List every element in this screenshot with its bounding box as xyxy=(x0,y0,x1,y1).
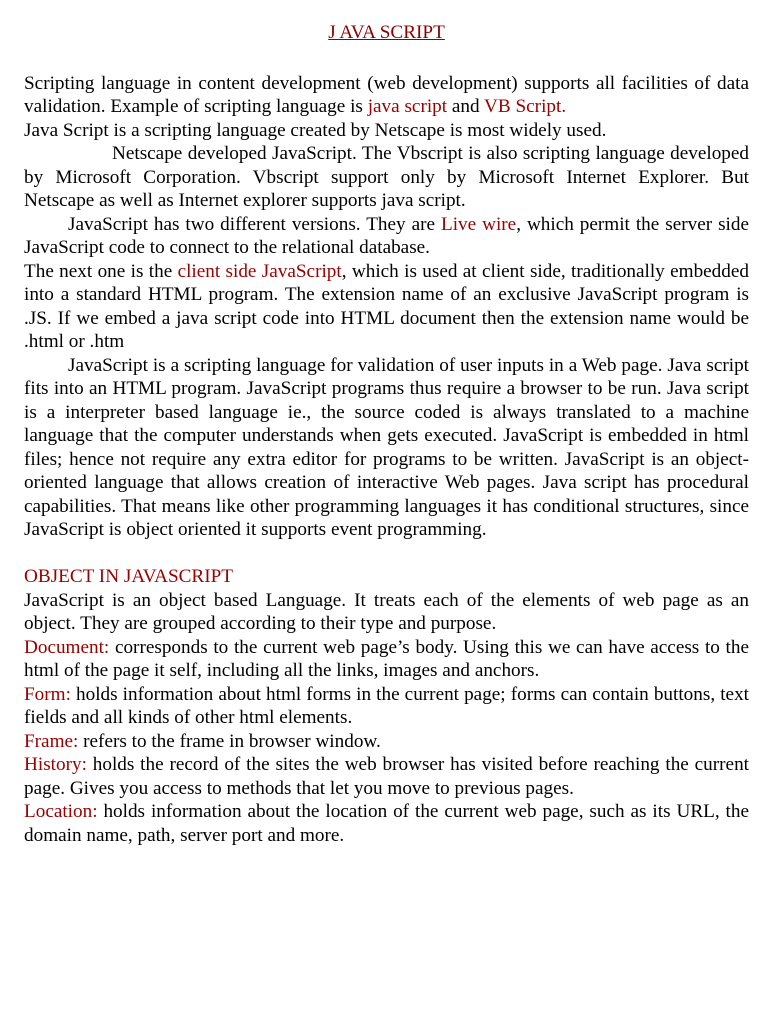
paragraph-netscape: Java Script is a scripting language created by Netscape is most widely used. xyxy=(24,119,607,141)
page-title: J AVA SCRIPT xyxy=(328,22,445,43)
term-frame: Frame: xyxy=(24,730,79,752)
paragraph-versions xyxy=(24,213,749,260)
definition-form xyxy=(24,683,749,730)
definition-text: holds information about the location of the current web page, such as its URL, the domain name, path, server port and more. xyxy=(24,801,749,846)
term-location: Location: xyxy=(24,801,98,822)
client-text-2: , which is used at client side, traditionally embedded into a standard HTML program. The extension name of an exclusive JavaScript program is .JS. If we embed a java script code into HTML document then the extension name would be .html or .htm xyxy=(24,260,749,352)
versions-text: JavaScript has two different versions. They are xyxy=(68,213,441,235)
highlight-vb-script: VB Script. xyxy=(484,96,567,117)
term-history: History: xyxy=(24,754,87,775)
paragraph-intro xyxy=(24,72,749,119)
definition-frame xyxy=(24,730,749,754)
paragraph-object-based: JavaScript is an object based Language. It treats each of the elements of web page as an object. They are grouped according to their type and purpose. xyxy=(24,589,749,634)
definition-text: holds information about html forms in the current page; forms can contain buttons, text fields and all kinds of other html elements. xyxy=(24,683,749,728)
intro-text-and: and xyxy=(447,96,485,117)
highlight-live-wire: Live wire xyxy=(440,213,517,235)
highlight-client-side: client side JavaScript xyxy=(177,260,342,282)
definition-document xyxy=(24,636,749,683)
versions-text-2: , which permit the server side JavaScript code to connect to the relational database. xyxy=(24,213,749,258)
definition-location xyxy=(24,800,749,847)
section-heading-objects: OBJECT IN JAVASCRIPT xyxy=(24,566,233,587)
definition-text: corresponds to the current web page’s body. Using this we can have access to the html of the page it self, including all the links, images and anchors. xyxy=(24,636,749,681)
definition-history xyxy=(24,753,749,800)
paragraph-validation: JavaScript is a scripting language for validation of user inputs in a Web page. Java script fits into an HTML program. JavaScript programs thus require a browser to be run. Java script is a interpreter based language ie., the source coded is always translated to a machine language that the computer understands when gets executed. JavaScript is embedded in html files; hence not require any extra editor for programs to be written. JavaScript is an object-oriented language that allows creation of interactive Web pages. Java script has procedural capabilities. That means like other programming languages it has conditional structures, since JavaScript is object oriented it supports event programming. xyxy=(24,354,749,540)
spacer xyxy=(24,542,749,566)
client-text: The next one is the xyxy=(24,260,178,282)
term-form: Form: xyxy=(24,683,71,705)
term-document: Document: xyxy=(24,636,110,658)
paragraph-client-side xyxy=(24,260,749,354)
paragraph-vbscript: Netscape developed JavaScript. The Vbscript is also scripting language developed by Microsoft Corporation. Vbscript support only by Microsoft Internet Explorer. But Netscape as well as Internet explorer supports java script. xyxy=(24,143,749,211)
definition-text: refers to the frame in browser window. xyxy=(78,730,381,752)
highlight-java-script: java script xyxy=(367,96,448,117)
intro-text: Scripting language in content development (web development) supports all facilities of data validation. Example of scripting language is xyxy=(24,72,749,117)
definition-text: holds the record of the sites the web browser has visited before reaching the current page. Gives you access to methods that let you move to previous pages. xyxy=(24,754,749,799)
